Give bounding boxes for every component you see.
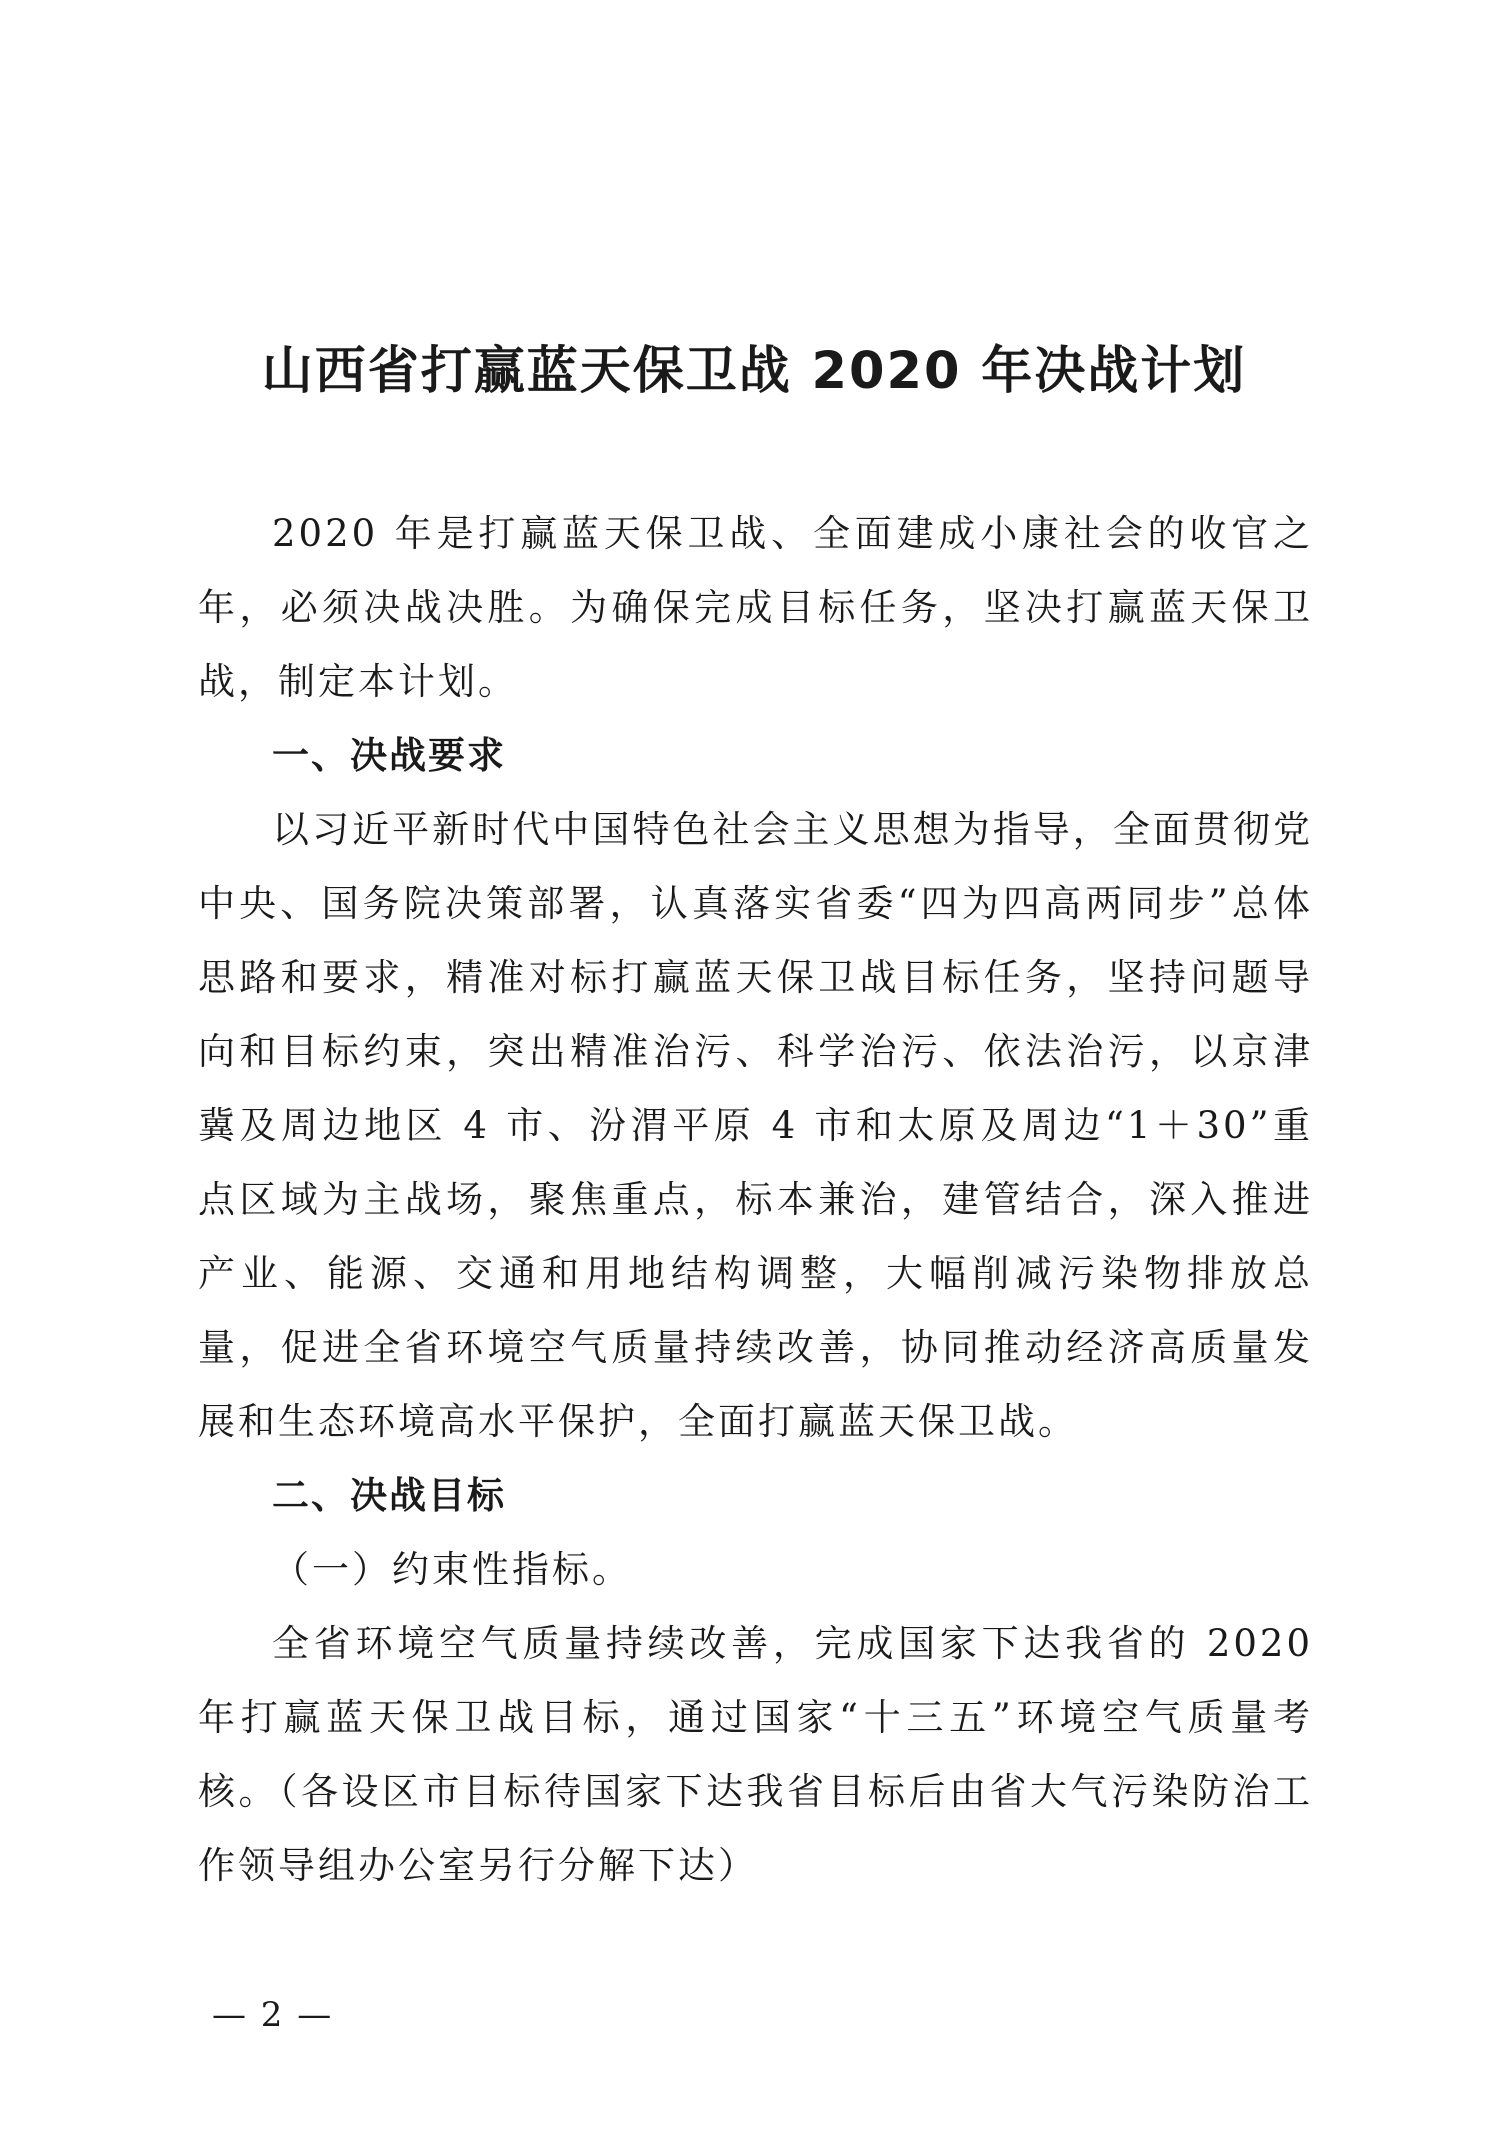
document-title: 山西省打赢蓝天保卫战 2020 年决战计划 [261, 342, 1247, 401]
section-heading-requirements: 一、决战要求 [272, 734, 506, 777]
section-heading-goals: 二、决战目标 [272, 1474, 506, 1517]
requirements-paragraph: 以习近平新时代中国特色社会主义思想为指导，全面贯彻党中央、国务院决策部署，认真落实省委“四为四高两同步”总体思路和要求，精准对标打赢蓝天保卫战目标任务，坚持问题导向和目标约束，突出精准治污、科学治污、依法治污，以京津冀及周边地区 4 市、汾渭平原 4 市和太原及周边“1＋30”重点区域为主战场，聚焦重点，标本兼治，建管结合，深入推进产业、能源、交通和用地结构调整，大幅削减污染物排放总量，促进全省环境空气质量持续改善，协同推动经济高质量发展和生态环境高水平保护，全面打赢蓝天保卫战。 [198, 808, 1313, 1443]
intro-paragraph: 2020 年是打赢蓝天保卫战、全面建成小康社会的收官之年，必须决战决胜。为确保完成目标任务，坚决打赢蓝天保卫战，制定本计划。 [198, 512, 1313, 703]
goals-paragraph: 全省环境空气质量持续改善，完成国家下达我省的 2020 年打赢蓝天保卫战目标，通过国家“十三五”环境空气质量考核。（各设区市目标待国家下达我省目标后由省大气污染防治工作领导组办公室另行分解下达） [198, 1622, 1313, 1887]
subsection-heading-binding-indicators: （一）约束性指标。 [272, 1548, 632, 1591]
document-body [198, 497, 1313, 1903]
page-number: — 2 — [212, 1995, 334, 2035]
